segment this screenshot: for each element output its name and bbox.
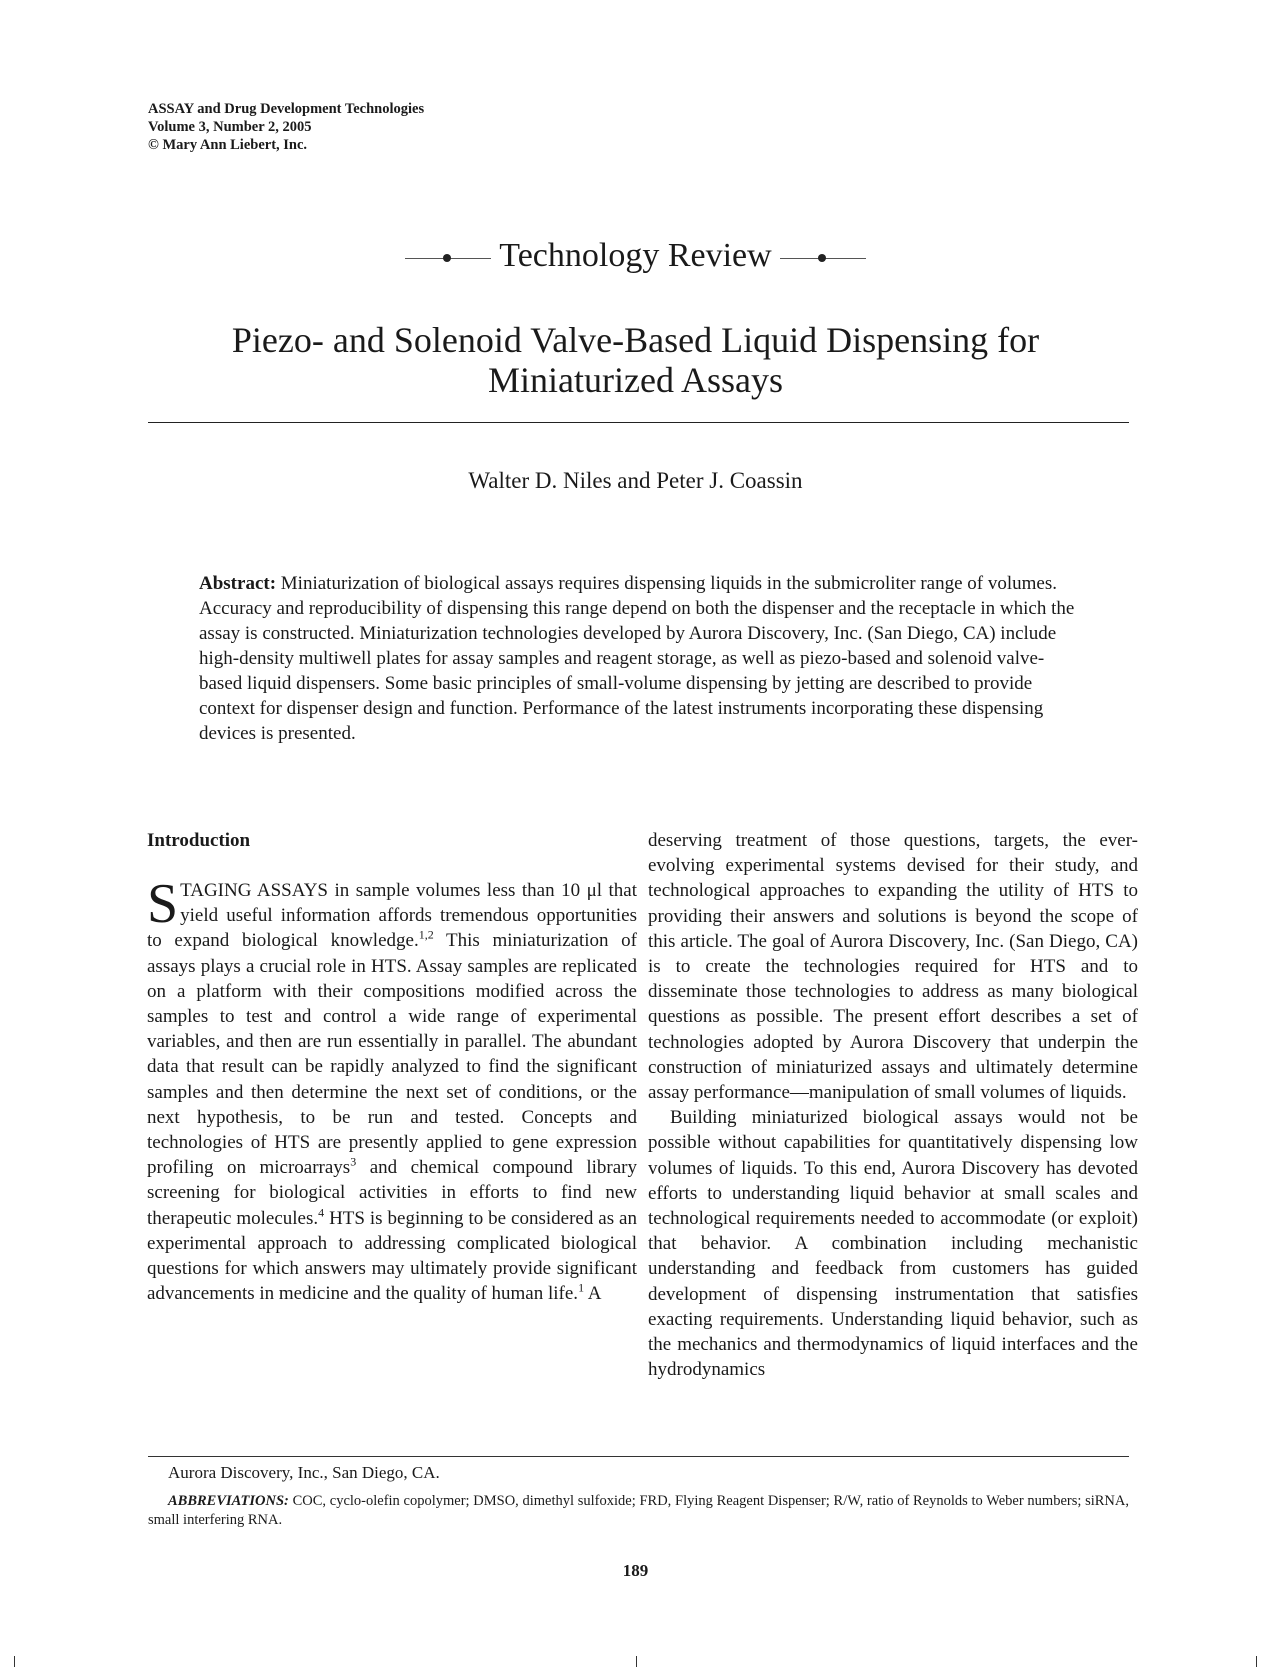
ornament-left-icon bbox=[405, 253, 491, 263]
abstract-label: Abstract: bbox=[199, 573, 277, 594]
drop-cap: S bbox=[147, 873, 179, 935]
crop-mark bbox=[636, 1656, 637, 1667]
intro-paragraph-2: Building miniaturized biological assays would not be possible without capabilities for quantitatively dispensing low volumes of liquids. To this end, Aurora Discovery has devoted efforts to understanding liquid behavior at small scales and technological requirements needed to accommodate (or exploit) that behavior. A combination including mechanistic understanding and feedback from customers has guided development of dispensing instrumentation that satisfies exacting requirements. Understanding liquid behavior, such as the mechanics and thermodynamics of liquid interfaces and the hydrodynamics bbox=[648, 1107, 1138, 1381]
abstract-text: Miniaturization of biological assays requires dispensing liquids in the submicroliter range of volumes. Accuracy and reproducibility of dispensing this range depend on both the dispenser and the receptacle in which the assay is constructed. Miniaturization technologies developed by Aurora Discovery, Inc. (San Diego, CA) include high-density multiwell plates for assay samples and reagent storage, as well as piezo-based and solenoid valve-based liquid dispensers. Some basic principles of small-volume dispensing by jetting are described to provide context for dispenser design and function. Performance of the latest instruments incorporating these dispensing devices is presented. bbox=[199, 573, 1075, 744]
ornament-right-icon bbox=[780, 253, 866, 263]
intro-text-b: This miniaturization of assays plays a crucial role in HTS. Assay samples are replicated on a platform with their compositions modified across the samples to test and control a wide range of experimental variables, and then are run essentially in parallel. The abundant data that result can be rapidly analyzed to find the significant samples and then determine the next set of conditions, or the next hypothesis, to be run and tested. Concepts and technologies of HTS are presently applied to gene expression profiling on microarrays bbox=[147, 930, 637, 1179]
body-column-left bbox=[147, 828, 637, 1306]
citation: 1,2 bbox=[418, 928, 434, 943]
crop-mark bbox=[1256, 1656, 1257, 1667]
journal-header bbox=[148, 100, 424, 154]
abstract bbox=[199, 571, 1079, 746]
section-heading-introduction: Introduction bbox=[147, 830, 251, 851]
title-divider bbox=[148, 422, 1129, 423]
citation: 1 bbox=[578, 1280, 585, 1295]
abbreviations-text: COC, cyclo-olefin copolymer; DMSO, dimethyl sulfoxide; FRD, Flying Reagent Dispenser; R/W, ratio of Reynolds to Weber numbers; siRNA, small interfering RNA. bbox=[148, 1493, 1129, 1528]
intro-text-d: HTS is beginning to be considered as an experimental approach to addressing complicated biological questions for which answers may ultimately provide significant advancements in medicine and the quality of human life. bbox=[147, 1207, 637, 1305]
intro-text-a: in sample volumes less than 10 μl that yield useful information affords tremendous opportunities to expand biological knowledge. bbox=[147, 880, 637, 952]
citation: 4 bbox=[318, 1205, 325, 1220]
intro-text-c: and chemical compound library screening for biological activities in efforts to find new therapeutic molecules. bbox=[147, 1157, 637, 1229]
intro-smallcaps: TAGING ASSAYS bbox=[180, 880, 329, 901]
section-label-text: Technology Review bbox=[499, 237, 772, 274]
footnote-divider bbox=[148, 1456, 1129, 1457]
article-title: Piezo- and Solenoid Valve-Based Liquid Dispensing for Miniaturized Assays bbox=[231, 320, 1040, 400]
authors: Walter D. Niles and Peter J. Coassin bbox=[468, 468, 803, 493]
abbreviations bbox=[148, 1492, 1129, 1530]
section-label bbox=[0, 236, 1271, 276]
citation: 3 bbox=[350, 1154, 357, 1169]
crop-mark bbox=[14, 1656, 15, 1667]
intro-paragraph-1 bbox=[147, 873, 637, 1306]
journal-publisher: © Mary Ann Liebert, Inc. bbox=[148, 137, 308, 153]
author-affiliation: Aurora Discovery, Inc., San Diego, CA. bbox=[168, 1463, 440, 1482]
intro-paragraph-1-continued: deserving treatment of those questions, targets, the ever-evolving experimental systems devised for their study, and technological approaches to expanding the utility of HTS to providing their answers and solutions is beyond the scope of this article. The goal of Aurora Discovery, Inc. (San Diego, CA) is to create the technologies required for HTS and to disseminate those technologies to address as many biological questions as possible. The present effort describes a set of technologies adopted by Aurora Discovery that underpin the construction of miniaturized assays and ultimately determine assay performance—manipulation of small volumes of liquids. bbox=[648, 830, 1138, 1104]
page-number: 189 bbox=[622, 1561, 649, 1580]
journal-volume: Volume 3, Number 2, 2005 bbox=[148, 119, 312, 135]
body-column-right bbox=[648, 828, 1138, 1382]
abbreviations-label: ABBREVIATIONS: bbox=[168, 1493, 289, 1509]
journal-name: ASSAY and Drug Development Technologies bbox=[148, 101, 425, 117]
intro-text-e: A bbox=[584, 1283, 602, 1305]
